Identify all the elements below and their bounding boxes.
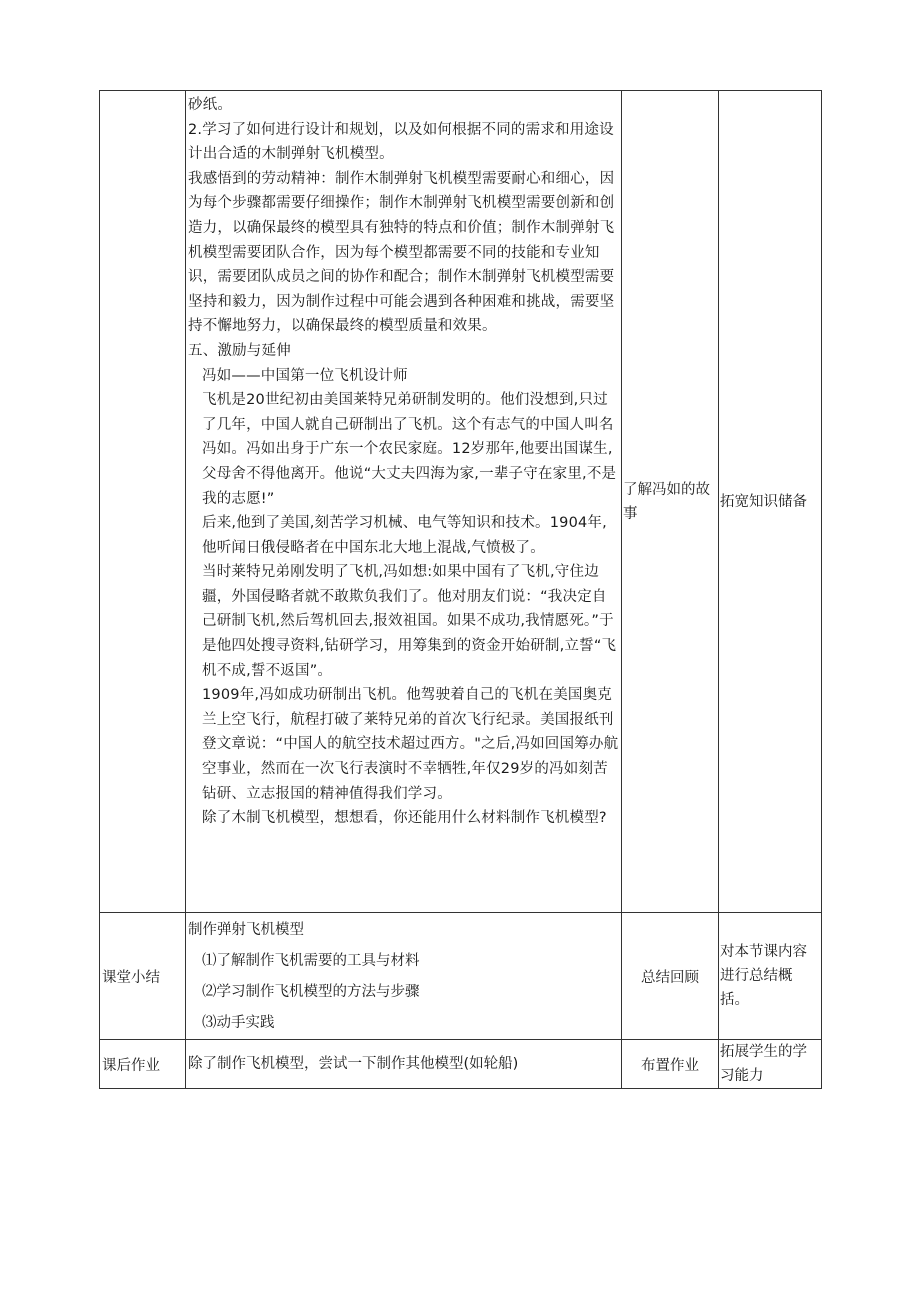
main-row	[100, 91, 822, 913]
story-title: 冯如——中国第一位飞机设计师	[202, 367, 408, 384]
summary-title: 制作弹射飞机模型	[188, 922, 304, 938]
question-paragraph: 除了木制飞机模型，想想看，你还能用什么材料制作飞机模型?	[202, 810, 607, 827]
summary-content-cell	[186, 913, 622, 1040]
design-intent-cell	[719, 91, 822, 913]
section-heading: 五、激励与延伸	[188, 342, 291, 359]
intent-text: 拓宽知识储备	[720, 493, 807, 510]
summary-item: ⑶动手实践	[202, 1015, 275, 1031]
summary-row	[100, 913, 822, 1040]
homework-content-cell	[186, 1040, 622, 1089]
homework-intent: 拓展学生的学习能力	[720, 1044, 807, 1084]
lesson-plan-table	[99, 90, 822, 1089]
summary-activity: 总结回顾	[622, 913, 719, 1040]
content-paragraph: 我感悟到的劳动精神：制作木制弹射飞机模型需要耐心和细心，因为每个步骤都需要仔细操作；制作木制弹射飞机模型需要创新和创造力，以确保最终的模型具有独特的特点和价值；制作木制弹射飞机模型需要团队合作，因为每个模型都需要不同的技能和专业知识，需要团队成员之间的协作和配合；制作木制弹射飞机模型需要坚持和毅力，因为制作过程中可能会遇到各种困难和挑战，需要坚持不懈地努力，以确保最终的模型质量和效果。	[188, 170, 615, 335]
summary-item: ⑴了解制作飞机需要的工具与材料	[202, 953, 420, 969]
summary-intent-cell	[719, 913, 822, 1040]
content-paragraph: 2.学习了如何进行设计和规划，以及如何根据不同的需求和用途设计出合适的木制弹射飞机模型。	[188, 121, 614, 163]
teaching-content-cell	[186, 91, 622, 913]
section-label-cell	[100, 91, 186, 913]
summary-item: ⑵学习制作飞机模型的方法与步骤	[202, 984, 420, 1000]
story-paragraph: 飞机是20世纪初由美国莱特兄弟研制发明的。他们没想到,只过了几年，中国人就自己研制出了飞机。这个有志气的中国人叫名冯如。冯如出身于广东一个农民家庭。12岁那年,他要出国谋生,父母舍不得他离开。他说“大丈夫四海为家,一辈子守在家里,不是我的志愿!”	[202, 392, 617, 507]
story-paragraph: 后来,他到了美国,刻苦学习机械、电气等知识和技术。1904年,他听闻日俄侵略者在中国东北大地上混战,气愤极了。	[202, 515, 607, 556]
activity-text: 了解冯如的故事	[623, 481, 710, 522]
story-paragraph: 1909年,冯如成功研制出飞机。他驾驶着自己的飞机在美国奥克兰上空飞行，航程打破了莱特兄弟的首次飞行纪录。美国报纸刊登文章说：“中国人的航空技术超过西方。"之后,冯如回国筹办航空事业，然而在一次飞行表演时不幸牺牲,年仅29岁的冯如刻苦钻研、立志报国的精神值得我们学习。	[202, 687, 619, 802]
homework-activity: 布置作业	[622, 1040, 719, 1089]
summary-intent: 对本节课内容进行总结概括。	[720, 944, 807, 1008]
summary-label: 课堂小结	[100, 913, 186, 1040]
homework-label: 课后作业	[100, 1040, 186, 1089]
homework-content: 除了制作飞机模型，尝试一下制作其他模型(如轮船)	[188, 1056, 519, 1072]
story-paragraph: 当时莱特兄弟刚发明了飞机,冯如想:如果中国有了飞机,守住边疆，外国侵略者就不敢欺负我们了。他对朋友们说：“我决定自己研制飞机,然后驾机回去,报效祖国。如果不成功,我情愿死。”于是他四处搜寻资料,钻研学习，用筹集到的资金开始研制,立誓“飞机不成,誓不返国”。	[202, 564, 617, 679]
homework-intent-cell	[719, 1040, 822, 1089]
homework-row	[100, 1040, 822, 1089]
content-paragraph: 砂纸。	[188, 97, 233, 113]
student-activity-cell	[622, 91, 719, 913]
